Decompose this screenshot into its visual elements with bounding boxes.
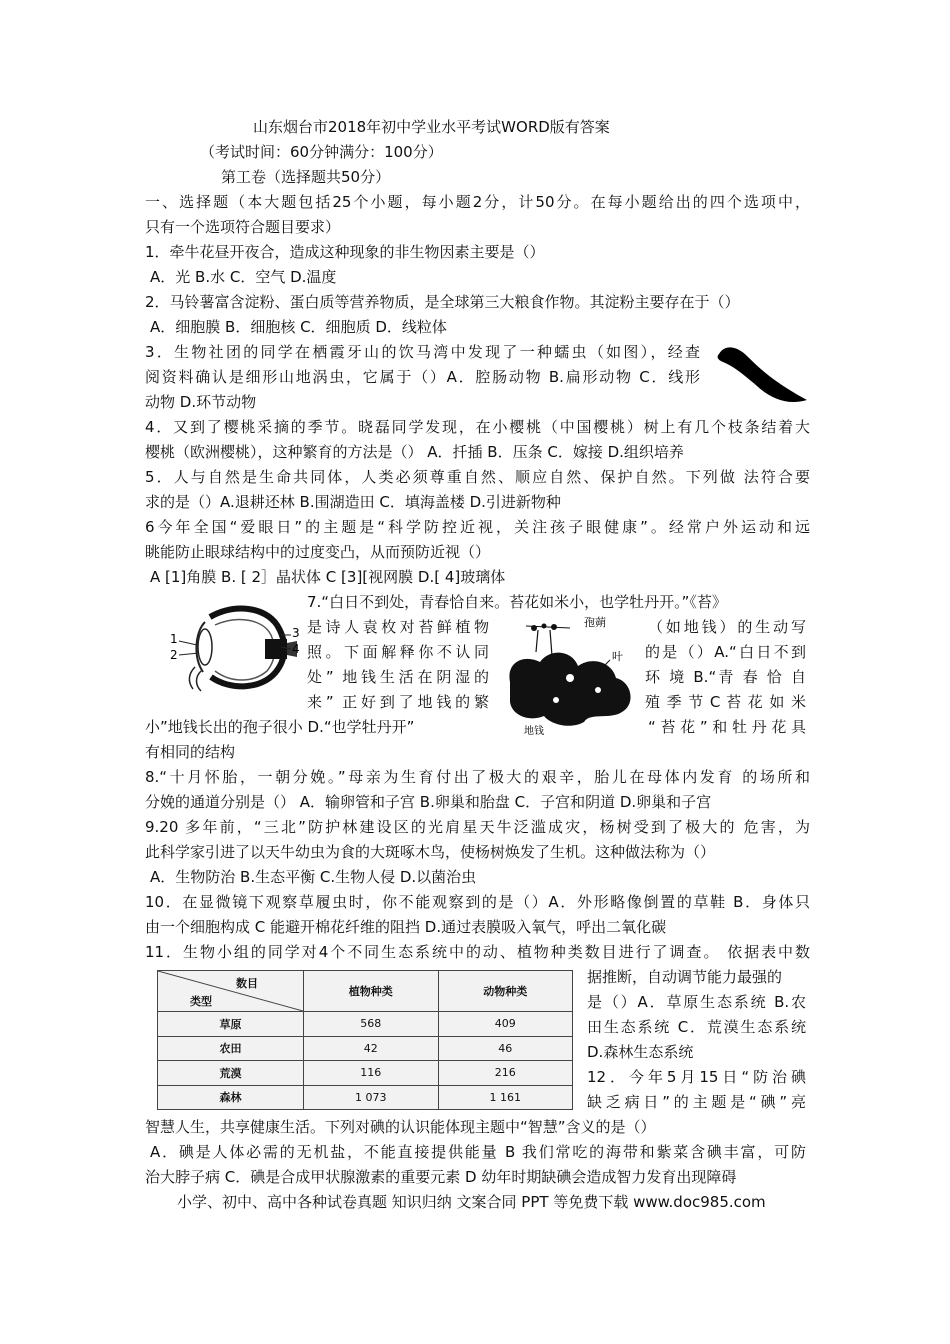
table-cell: 46: [438, 1036, 573, 1061]
eye-label-3: 3: [292, 626, 300, 640]
question-7-line: （如地钱）的生动写: [648, 618, 806, 636]
question-10-line: 由一个细胞构成 C 能避开棉花纤维的阻挡 D.通过表膜吸入氧气，呼出二氧化碳: [145, 918, 667, 936]
liverwort-label-leaf: 叶: [612, 650, 623, 663]
question-7-line: 环 境 B.“青 春 恰 自: [645, 668, 806, 686]
table-cell: 1 073: [304, 1085, 439, 1110]
table-header-count: 数目: [236, 977, 258, 990]
document-title: 山东烟台市2018年初中学业水平考试WORD版有答案: [253, 118, 610, 136]
table-cell: 草原: [158, 1012, 304, 1037]
question-11-line: 11．生物小组的同学对4个不同生态系统中的动、植物种类数目进行了调查。 依据表中数: [145, 943, 810, 961]
question-7-line: 有相同的结构: [145, 743, 236, 761]
question-3-line: 动物 D.环节动物: [145, 393, 257, 411]
question-8-line: 8.“十月怀胎，一朝分娩。”母亲为生育付出了极大的艰辛，胎儿在母体内发育 的场所和: [145, 768, 810, 786]
section-heading: 第工卷（选择题共50分）: [221, 168, 391, 186]
question-7-line: 的是（）A.“白日不到: [645, 643, 806, 661]
question-6-line: 眺能防止眼球结构中的过度变凸，从而预防近视（）: [145, 543, 491, 561]
diagonal-divider: [158, 971, 303, 1011]
eye-diagram: [165, 597, 300, 697]
eye-label-1: 1: [170, 632, 178, 646]
question-2-options: A．细胞膜 B．细胞核 C．细胞质 D．线粒体: [150, 318, 447, 336]
table-row: [158, 1085, 573, 1110]
question-2-stem: 2．马铃薯富含淀粉、蛋白质等营养物质，是全球第三大粮食作物。其淀粉主要存在于（）: [145, 293, 740, 311]
table-cell: 568: [304, 1012, 439, 1037]
question-12-line: 智慧人生，共享健康生活。下列对碘的认识能体现主题中“智慧”含义的是（）: [145, 1118, 656, 1136]
question-7-line: 7.“白日不到处，青春恰自来。苔花如米小，也学牡丹开。”《苔》: [307, 593, 727, 611]
question-7-line: 照。下面解释你不认同: [307, 643, 489, 661]
table-row: [158, 1036, 573, 1061]
question-7-line: 来” 正好到了地钱的繁: [307, 693, 489, 711]
liverwort-image: [500, 612, 640, 736]
table-header-type: 类型: [190, 995, 212, 1008]
table-cell: 42: [304, 1036, 439, 1061]
question-3-line: 3．生物社团的同学在栖霞牙山的饮马湾中发现了一种蠕虫（如图），经查: [145, 343, 700, 361]
question-12-line: 治大脖子病 C．碘是合成甲状腺激素的重要元素 D 幼年时期缺碘会造成智力发育出现障碍: [145, 1168, 737, 1186]
table-cell: 森林: [158, 1085, 304, 1110]
question-7-line: 是诗人袁枚对苔鲜植物: [307, 618, 489, 636]
table-row: [158, 1061, 573, 1086]
page-footer: 小学、初中、高中各种试卷真题 知识归纳 文案合同 PPT 等免费下载 www.doc985.com: [177, 1193, 766, 1211]
liverwort-label-name: 地钱: [524, 726, 544, 736]
question-9-line: 此科学家引进了以天牛幼虫为食的大斑啄木鸟，使杨树焕发了生机。这种做法称为（）: [145, 843, 716, 861]
question-7-line: 处” 地钱生活在阴湿的: [307, 668, 489, 686]
question-6-line: 6今年全国“爱眼日”的主题是“科学防控近视，关注孩子眼健康”。经常户外运动和远: [145, 518, 810, 536]
instruction-line: 一、选择题（本大题包括25个小题，每小题2分，计50分。在每小题给出的四个选项中，: [145, 193, 810, 211]
question-4-line: 4．又到了樱桃采摘的季节。晓磊同学发现，在小樱桃（中国樱桃）树上有几个枝条结着大: [145, 418, 810, 436]
question-12-line: 缺乏病日”的主题是“碘”亮: [587, 1093, 806, 1111]
question-8-line: 分娩的通道分别是（） A．输卵管和子宫 B.卵巢和胎盘 C．子宫和阴道 D.卵巢和子宫: [145, 793, 712, 811]
table-cell: 409: [438, 1012, 573, 1037]
eye-label-4: 4: [292, 642, 300, 656]
liverwort-label-capsule: 孢蒴: [584, 616, 606, 629]
table-cell: 农田: [158, 1036, 304, 1061]
table-col-header: 动物种类: [438, 971, 573, 1012]
question-12-line: A．碘是人体必需的无机盐，不能直接提供能量 B 我们常吃的海带和紫菜含碘丰富，可防: [150, 1143, 806, 1161]
question-5-line: 5．人与自然是生命共同体，人类必须尊重自然、顺应自然、保护自然。下列做 法符合要: [145, 468, 810, 486]
question-11-line: 是（）A．草原生态系统 B.农: [587, 993, 806, 1011]
table-row: [158, 1012, 573, 1037]
question-10-line: 10．在显微镜下观察草履虫时，你不能观察到的是（）A．外形略像倒置的草鞋 B．身体只: [145, 893, 810, 911]
table-col-header: 植物种类: [304, 971, 439, 1012]
table-cell: 116: [304, 1061, 439, 1086]
question-5-line: 求的是（）A.退耕还林 B.围湖造田 C．填海盖楼 D.引进新物种: [145, 493, 561, 511]
instruction-line: 只有一个选项符合题目要求）: [145, 218, 341, 236]
question-1-options: A．光 B.水 C．空气 D.温度: [150, 268, 337, 286]
eye-label-2: 2: [170, 648, 178, 662]
table-cell: 216: [438, 1061, 573, 1086]
table-cell: 荒漠: [158, 1061, 304, 1086]
question-7-line: 小”地钱长出的孢子很小 D.“也学牡丹开”: [145, 718, 415, 736]
question-9-options: A．生物防治 B.生态平衡 C.生物人侵 D.以菌治虫: [150, 868, 477, 886]
ecosystem-species-table: [157, 970, 573, 1110]
question-1-stem: 1．牵牛花昼开夜合，造成这种现象的非生物因素主要是（）: [145, 243, 545, 261]
question-11-line: D.森林生态系统: [587, 1043, 694, 1061]
flatworm-image: [715, 340, 810, 408]
question-12-line: 12．今年5月15日“防治碘: [587, 1068, 806, 1086]
question-9-line: 9.20 多年前，“三北”防护林建设区的光肩星天牛泛滥成灾，杨树受到了极大的 危害，为: [145, 818, 810, 836]
exam-info: （考试时间：60分钟满分：100分）: [200, 143, 443, 161]
question-11-line: 据推断，自动调节能力最强的: [587, 968, 783, 986]
question-3-line: 阅资料确认是细形山地涡虫，它属于（）A．腔肠动物 B.扁形动物 C．线形: [145, 368, 700, 386]
table-corner-header: [158, 971, 304, 1012]
question-6-options: A [1]角膜 B. [ 2］晶状体 C [3][视网膜 D.[ 4]玻璃体: [150, 568, 506, 586]
question-7-line: 殖 季 节 C 苔 花 如 米: [645, 693, 806, 711]
question-11-line: 田生态系统 C．荒漠生态系统: [587, 1018, 806, 1036]
table-cell: 1 161: [438, 1085, 573, 1110]
question-4-line: 樱桃（欧洲樱桃），这种繁育的方法是（） A．扦插 B．压条 C．嫁接 D.组织培养: [145, 443, 684, 461]
question-7-line: “苔花”和牡丹花具: [648, 718, 806, 736]
